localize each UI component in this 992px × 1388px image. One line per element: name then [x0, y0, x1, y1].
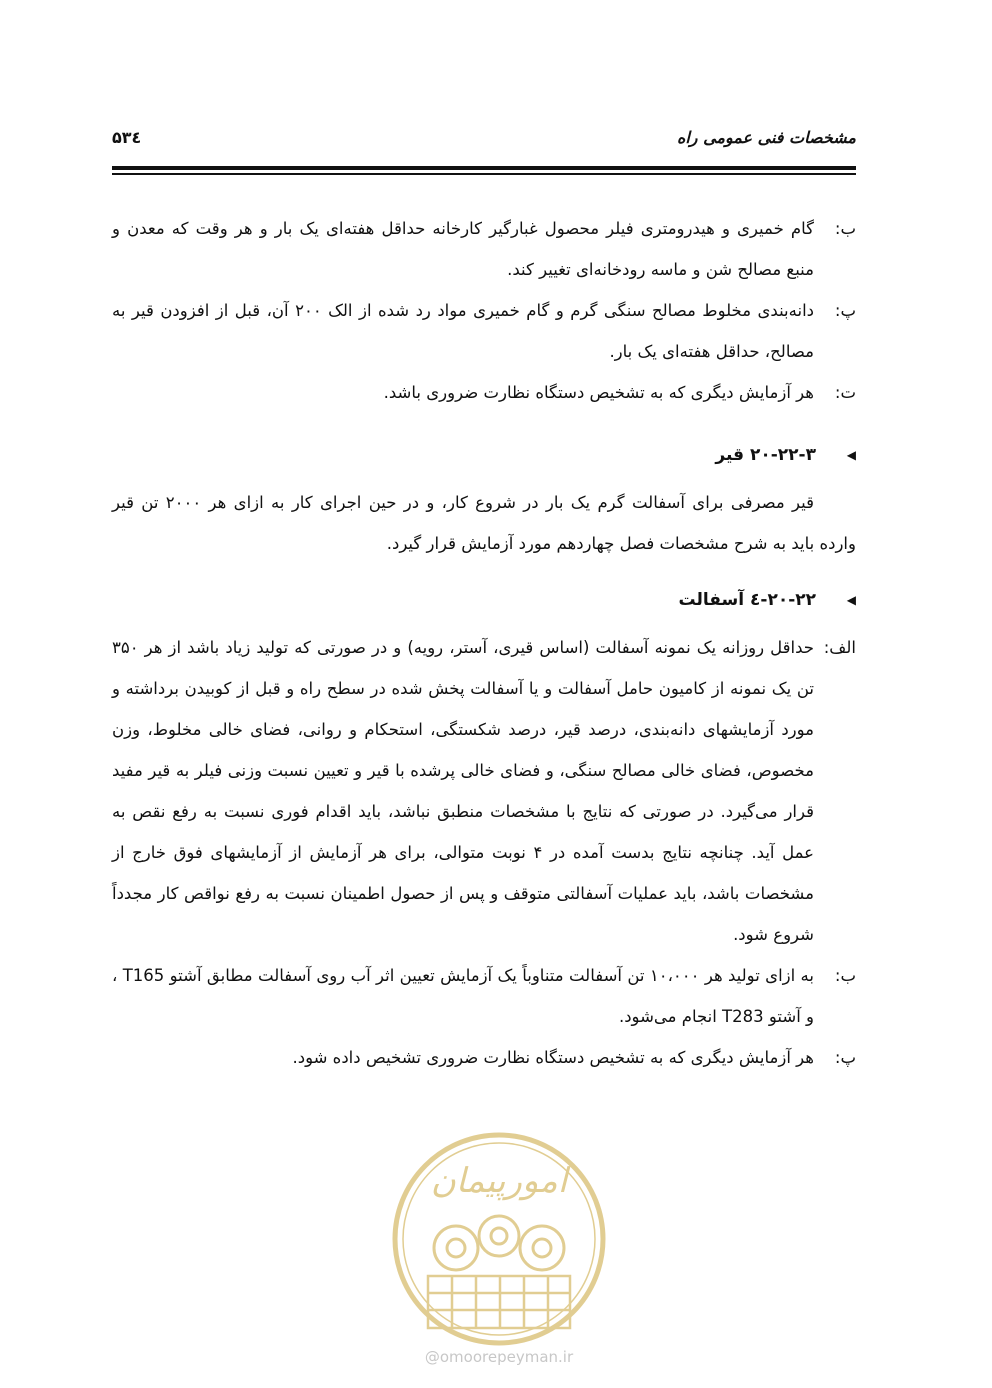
- list-marker: پ:: [834, 301, 856, 320]
- watermark: [390, 1130, 608, 1375]
- list-item: [112, 627, 856, 955]
- list-text: دانه‌بندی مخلوط مصالح سنگی گرم و گام خمیری مواد رد شده از الک ۲۰۰ آن، قبل از افزودن قیر به مصالح، حداقل هفته‌ای یک بار.: [112, 301, 815, 361]
- list-text: به ازای تولید هر ۱۰،۰۰۰ تن آسفالت متناوباً یک آزمایش تعیین اثر آب روی آسفالت مطابق آشتو T165 ، و آشتو T283 انجام می‌شود.: [112, 966, 814, 1026]
- list-text: هر آزمایش دیگری که به تشخیص دستگاه نظارت ضروری باشد.: [383, 383, 814, 402]
- watermark-url: @omoorepeyman.ir: [424, 1348, 574, 1366]
- section-heading-asphalt: [112, 580, 856, 621]
- list-text: حداقل روزانه یک نمونه آسفالت (اساس قیری، آستر، رویه) و در صورتی که تولید زیاد باشد از هر ۳۵۰ تن یک نمونه از کامیون حامل آسفالت و یا آسفالت پخش شده در سطح راه و قبل از کوبیدن برداشته و مورد آزمایشهای دانه‌بندی، درصد قیر، درصد شکستگی، استحکام و روانی، فضای خالی مخلوط، وزن مخصوص، فضای خالی مصالح سنگی، و فضای خالی پرشده با قیر و تعیین نسبت وزنی فیلر به قیر مفید قرار می‌گیرد. در صورتی که نتایج با مشخصات منطبق نباشد، باید اقدام فوری نسبت به رفع نقص به عمل آید. چنانچه نتایج بدست آمده در ۴ نوبت متوالی، برای هر آزمایش از آزمایشهای فوق خارج از مشخصات باشد، باید عملیات آسفالتی متوقف و پس از حصول اطمینان نسبت به رفع نواقص کار مجدداً شروع شود.: [112, 638, 814, 944]
- list-marker: الف:: [823, 638, 856, 657]
- page-number: ۵۳٤: [112, 128, 142, 147]
- section-title: ۲۰-۲۲-۳ قیر: [715, 445, 816, 465]
- list-item: [112, 955, 856, 1037]
- page-content: [112, 208, 856, 1078]
- list-item: [112, 290, 856, 372]
- list-item: [112, 1037, 856, 1078]
- list-item: [112, 208, 856, 290]
- list-marker: ب:: [834, 219, 856, 238]
- section-heading-bitumen: [112, 435, 856, 476]
- list-item: [112, 372, 856, 413]
- list-marker: ت:: [834, 383, 856, 402]
- header-rule-thick: [112, 166, 856, 170]
- section-title: ۲۰-۲۲-٤ آسفالت: [678, 590, 816, 610]
- bitumen-paragraph: قیر مصرفی برای آسفالت گرم یک بار در شروع کار، و در حین اجرای کار به ازای هر ۲۰۰۰ تن قیر وارده باید به شرح مشخصات فصل چهاردهم مورد آزمایش قرار گیرد.: [112, 493, 856, 553]
- watermark-logo-text: امورپیمان: [430, 1161, 568, 1201]
- list-marker: ب:: [834, 966, 856, 985]
- bullet-triangle-icon: ◀: [846, 448, 856, 462]
- page-header: [112, 128, 856, 158]
- bullet-triangle-icon: ◀: [846, 593, 856, 607]
- header-rule-thin: [112, 173, 856, 175]
- list-text: گام خمیری و هیدرومتری فیلر محصول غبارگیر کارخانه حداقل هفته‌ای یک بار و هر وقت که معدن و منبع مصالح شن و ماسه رودخانه‌ای تغییر کند.: [112, 219, 814, 279]
- book-title: مشخصات فنی عمومی راه: [676, 128, 856, 147]
- list-marker: پ:: [834, 1048, 856, 1067]
- list-text: هر آزمایش دیگری که به تشخیص دستگاه نظارت ضروری تشخیص داده شود.: [292, 1048, 814, 1067]
- watermark-logo-icon: [390, 1130, 608, 1348]
